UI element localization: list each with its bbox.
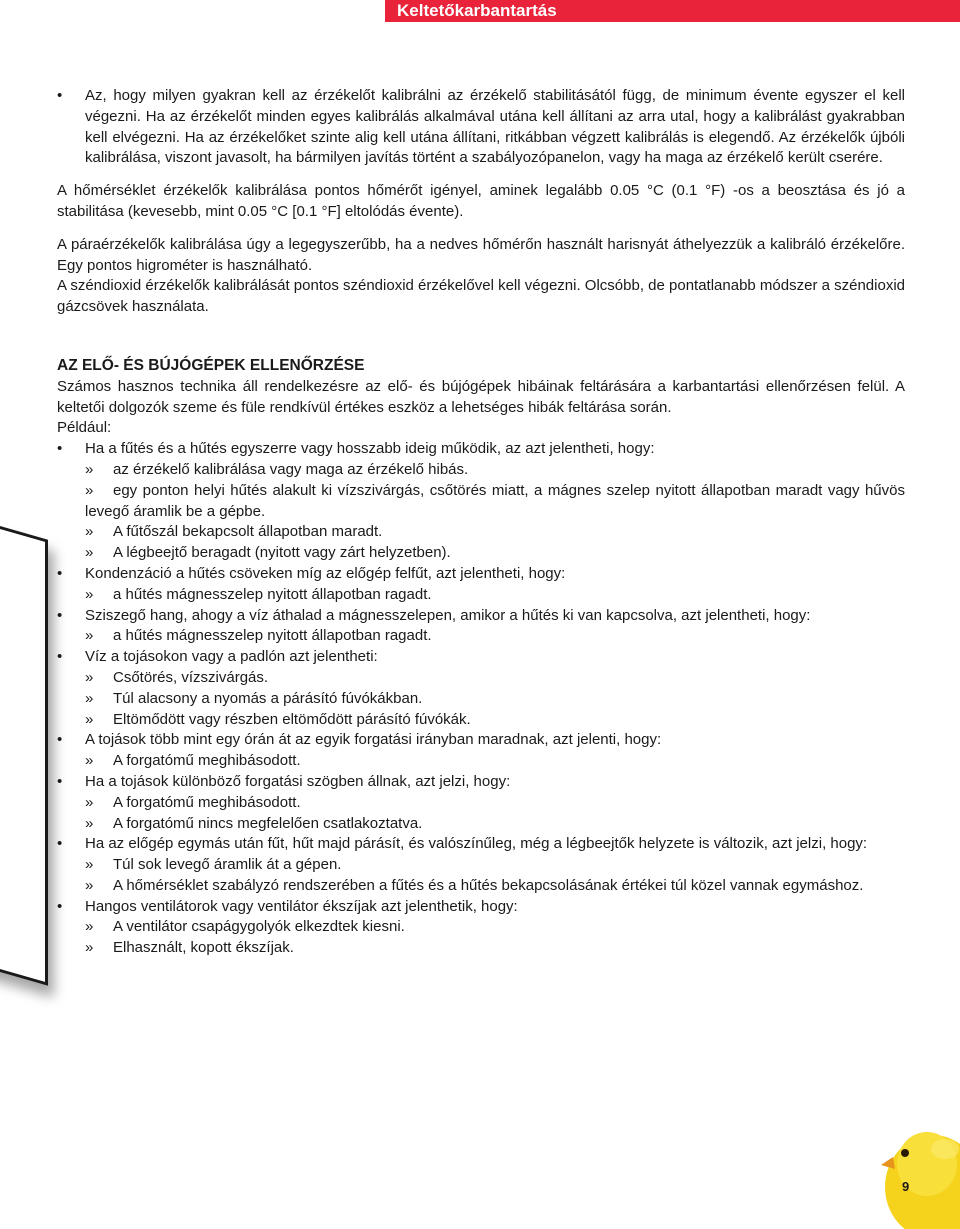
list-item-text: Sziszegő hang, ahogy a víz áthalad a mágnesszelepen, amikor a hűtés ki van kapcsolva, azt jelentheti, hogy: [85,606,811,624]
sub-item-marker: » [85,710,94,728]
sub-item-text: A forgatómű nincs megfelelően csatlakoztatva. [113,814,423,832]
sub-item-text: A hőmérséklet szabályzó rendszerében a fűtés és a hűtés bekapcsolásának értékei túl közel vannak egymáshoz. [113,876,864,894]
list-item [57,606,905,627]
sub-item [57,855,905,876]
sub-item [57,876,905,897]
sub-item-text: Túl sok levegő áramlik át a gépen. [113,856,342,874]
sub-item-text: egy ponton helyi hűtés alakult ki vízszivárgás, csőtörés miatt, a mágnes szelep nyitott állapotban maradt vagy hűvös levegő áramlik be a gépbe. [85,481,905,520]
intro-bullet [57,86,905,169]
sub-item-text: A forgatómű meghibásodott. [113,752,301,770]
section-title: AZ ELŐ- ÉS BÚJÓGÉPEK ELLENŐRZÉSE [57,356,365,374]
sub-item [57,689,905,710]
bullet-marker: • [57,731,63,749]
bullet-marker: • [57,606,63,624]
example-label: Például: [57,419,112,437]
sub-item-marker: » [85,544,94,562]
sub-item-text: a hűtés mágnesszelep nyitott állapotban ragadt. [113,627,432,645]
sub-item-text: A forgatómű meghibásodott. [113,793,301,811]
bullet-marker: • [57,440,63,458]
list-item-text: Ha a tojások különböző forgatási szögben állnak, azt jelzi, hogy: [85,772,511,790]
humidity-paragraph: A páraérzékelők kalibrálása úgy a legegyszerűbb, ha a nedves hőmérőn használt harisnyát áthelyezzük a kalibráló érzékelőre. Egy pontos higrométer is használható. [57,235,905,274]
list-item [57,730,905,751]
sub-item-text: az érzékelő kalibrálása vagy maga az érzékelő hibás. [113,460,469,478]
section-intro: Számos hasznos technika áll rendelkezésre az elő- és bújógépek hibáinak feltárására a karbantartási ellenőrzésen felül. A keltetői dolgozók szeme és füle rendkívül értékes eszköz a lehetséges hibák feltárása során. [57,377,905,416]
intro-bullet-text: Az, hogy milyen gyakran kell az érzékelőt kalibrálni az érzékelő stabilitásától függ, de minimum évente egyszer el kell végezni. Ha az érzékelőt minden egyes kalibrálás alkalmával utána kell állítani az arra utal, hogy a kalibrálást gyakrabban kell elvégezni. Ha az érzékelőket szinte alig kell utána állítani, ritkábban végzett kalibrálás is elegendő. Az érzékelők újbóli kalibrálása, viszont javasolt, ha bármilyen javítás történt a szabályozópanelon, vagy ha maga az érzékelő került cserére. [85,87,905,167]
bullet-marker: • [57,772,63,790]
sub-item-text: Túl alacsony a nyomás a párásító fúvókákban. [113,689,423,707]
sub-item-text: A fűtőszál bekapcsolt állapotban maradt. [113,523,383,541]
sub-item-text: Elhasznált, kopott ékszíjak. [113,939,294,957]
list-item [57,439,905,460]
list-item [57,772,905,793]
list-item [57,564,905,585]
check-list [57,439,905,959]
chick-image [875,1109,960,1229]
list-item-text: Kondenzáció a hűtés csöveken míg az előgép felfűt, azt jelentheti, hogy: [85,564,566,582]
sub-item [57,751,905,772]
list-item [57,897,905,918]
bullet-marker: • [57,564,63,582]
sub-item [57,481,905,523]
list-item [57,834,905,855]
sub-item-text: A légbeejtő beragadt (nyitott vagy zárt helyzetben). [113,544,451,562]
sub-item-marker: » [85,689,94,707]
list-item-text: Víz a tojásokon vagy a padlón azt jelentheti: [85,648,378,666]
sub-item [57,917,905,938]
list-item-text: Hangos ventilátorok vagy ventilátor ékszíjak azt jelenthetik, hogy: [85,897,518,915]
sub-item-marker: » [85,460,94,478]
sub-item [57,668,905,689]
sub-item-marker: » [85,585,94,603]
list-item [57,647,905,668]
page-header-title: Keltetőkarbantartás [397,1,557,20]
co2-paragraph: A széndioxid érzékelők kalibrálását pontos széndioxid érzékelővel kell végezni. Olcsóbb, de pontatlanabb módszer a széndioxid gázcsövek használata. [57,277,905,316]
bullet-marker: • [57,835,63,853]
sub-item-marker: » [85,752,94,770]
sub-item-marker: » [85,668,94,686]
sub-item-text: a hűtés mágnesszelep nyitott állapotban ragadt. [113,585,432,603]
sub-item [57,938,905,959]
sub-item [57,626,905,647]
bullet-marker: • [57,87,63,104]
sub-item [57,793,905,814]
bullet-marker: • [57,897,63,915]
bullet-marker: • [57,648,63,666]
sub-item-marker: » [85,814,94,832]
sub-item-text: Eltömődött vagy részben eltömődött párásító fúvókák. [113,710,471,728]
sub-item-marker: » [85,627,94,645]
sub-item-marker: » [85,856,94,874]
sub-item-marker: » [85,876,94,894]
temperature-paragraph: A hőmérséklet érzékelők kalibrálása pontos hőmérőt igényel, aminek legalább 0.05 °C (0.1 °F) -os a beosztása és jó a stabilitása (kevesebb, mint 0.05 °C [0.1 °F] eltolódás évente). [57,182,905,220]
sub-item-marker: » [85,481,94,499]
list-item-text: A tojások több mint egy órán át az egyik forgatási irányban maradnak, azt jelenti, hogy: [85,731,662,749]
sub-item [57,585,905,606]
page-number: 9 [902,1179,910,1194]
list-item-text: Ha a fűtés és a hűtés egyszerre vagy hosszabb ideig működik, az azt jelentheti, hogy: [85,440,655,458]
sub-item [57,543,905,564]
sub-item-marker: » [85,918,94,936]
list-item-text: Ha az előgép egymás után fűt, hűt majd párásít, és valószínűleg, még a légbeejtők helyzete is változik, azt jelzi, hogy: [85,835,868,853]
sub-item [57,814,905,835]
sub-item-text: A ventilátor csapágygolyók elkezdtek kiesni. [113,918,405,936]
sub-item-text: Csőtörés, vízszivárgás. [113,668,269,686]
main-content [57,86,905,959]
sub-item-marker: » [85,939,94,957]
sub-item [57,710,905,731]
sub-item [57,460,905,481]
sub-item-marker: » [85,523,94,541]
sub-item-marker: » [85,793,94,811]
decorative-frame [0,520,48,985]
sub-item [57,522,905,543]
